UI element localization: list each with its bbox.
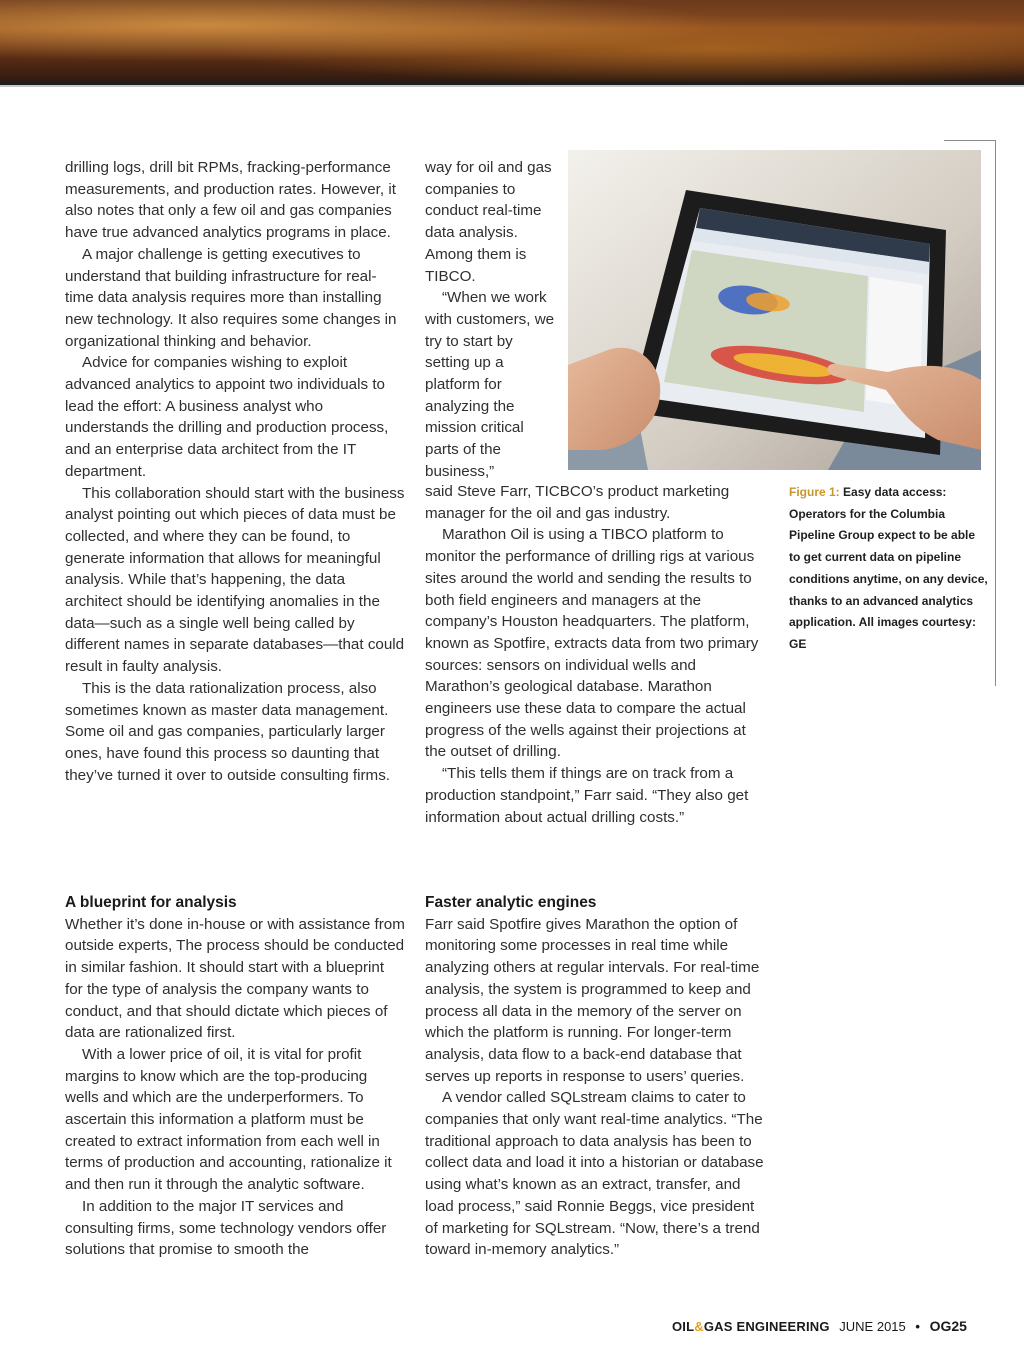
- col2-paragraph: “When we work with customers, we try to start by setting up a platform for analyzing the mission critical parts of the business,”: [425, 289, 555, 480]
- section-paragraph: A vendor called SQLstream claims to cater to companies that only want real-time analytics. “The traditional approach to data analysis has been to collect data and load it into a historian or database using what’s known as an extract, transfer, and load process,” said Ronnie Beggs, vice president of marketing for SQLstream. “Now, there’s a trend toward in-memory analytics.”: [425, 1089, 764, 1259]
- column-2-wide: [425, 481, 765, 828]
- figure-photo-tablet: [568, 150, 981, 470]
- col2-paragraph: way for oil and gas companies to conduct real-time data analysis. Among them is TIBCO.: [425, 159, 552, 285]
- column-1: [65, 157, 405, 786]
- col1-paragraph: This is the data rationalization process, also sometimes known as master data management. Some oil and gas companies, particularly larger ones, have found this process so daunting that they’ve turned it over to outside consulting firms.: [65, 679, 391, 784]
- header-banner-image: [0, 0, 1024, 82]
- section-blueprint: [65, 892, 405, 1261]
- section-paragraph: Farr said Spotfire gives Marathon the option of monitoring some processes in real time while analyzing others at regular intervals. For real-time analysis, the system is programmed to keep and process all data in the memory of the server on which the platform is running. For longer-term analysis, data flow to a back-end database that serves up reports in response to users’ queries.: [425, 915, 760, 1085]
- figure-caption: [789, 482, 989, 656]
- brand-amp: &: [694, 1319, 704, 1334]
- section-paragraph: Whether it’s done in-house or with assistance from outside experts, The process should be conducted in similar fashion. It should start with a blueprint for the type of analysis the company wants to conduct, and that should dictate which pieces of data are rationalized first.: [65, 915, 405, 1042]
- column-2-narrow: [425, 157, 555, 483]
- figure-frame-top: [944, 140, 996, 141]
- col1-paragraph: A major challenge is getting executives to understand that building infrastructure for real-time data analysis requires more than installing new technology. It also requires some changes in organizational thinking and behavior.: [65, 245, 397, 350]
- col2-paragraph: “This tells them if things are on track from a production standpoint,” Farr said. “They also get information about actual drilling costs.”: [425, 765, 749, 826]
- footer-separator: •: [915, 1319, 920, 1334]
- page-footer: [672, 1318, 967, 1335]
- col1-paragraph: This collaboration should start with the business analyst pointing out which pieces of data must be collected, and where they can be found, to generate information that allows for meaningful analysis. While that’s happening, the data architect should be identifying anomalies in the data—such as a single well being called by different names in separate databases—that could result in faulty analysis.: [65, 484, 405, 676]
- tablet-illustration: [568, 150, 981, 470]
- section-faster-engines: [425, 892, 770, 1261]
- publication-name: [672, 1319, 830, 1334]
- brand-left: OIL: [672, 1319, 695, 1334]
- col1-paragraph: drilling logs, drill bit RPMs, fracking-performance measurements, and production rates. However, it also notes that only a few oil and gas companies have true advanced analytics programs in place.: [65, 159, 396, 242]
- page-number: OG25: [929, 1318, 967, 1334]
- col2-paragraph: said Steve Farr, TICBCO’s product marketing manager for the oil and gas industry.: [425, 483, 730, 522]
- issue-date: JUNE 2015: [839, 1319, 906, 1334]
- section-paragraph: In addition to the major IT services and consulting firms, some technology vendors offer solutions that promise to smooth the: [65, 1197, 387, 1259]
- brand-right: GAS ENGINEERING: [703, 1319, 830, 1334]
- section-heading: Faster analytic engines: [425, 894, 597, 911]
- figure-frame-side: [995, 140, 996, 686]
- figure-caption-text: Easy data access: Operators for the Columbia Pipeline Group expect to be able to get current data on pipeline conditions anytime, on any device, thanks to an advanced analytics application. All images courtesy: GE: [789, 485, 988, 651]
- section-paragraph: With a lower price of oil, it is vital for profit margins to know which are the top-producing wells and which are the underperformers. To ascertain this information a platform must be created to extract information from each well in terms of production and accounting, rationalize it and then run it through the analytic software.: [65, 1045, 392, 1194]
- banner-divider-light: [0, 85, 1024, 87]
- figure-label: Figure 1:: [789, 485, 840, 499]
- col1-paragraph: Advice for companies wishing to exploit advanced analytics to appoint two individuals to lead the effort: A business analyst who understands the drilling and production process, and an enterprise data architect from the IT department.: [65, 354, 389, 480]
- col2-paragraph: Marathon Oil is using a TIBCO platform to monitor the performance of drilling rigs at various sites around the world and sending the results to both field engineers and managers at the company’s Houston headquarters. The platform, known as Spotfire, extracts data from two primary sources: sensors on individual wells and Marathon’s geological database. Marathon engineers use these data to compare the actual progress of the wells against their projections at the outset of drilling.: [425, 526, 759, 761]
- section-heading: A blueprint for analysis: [65, 894, 237, 911]
